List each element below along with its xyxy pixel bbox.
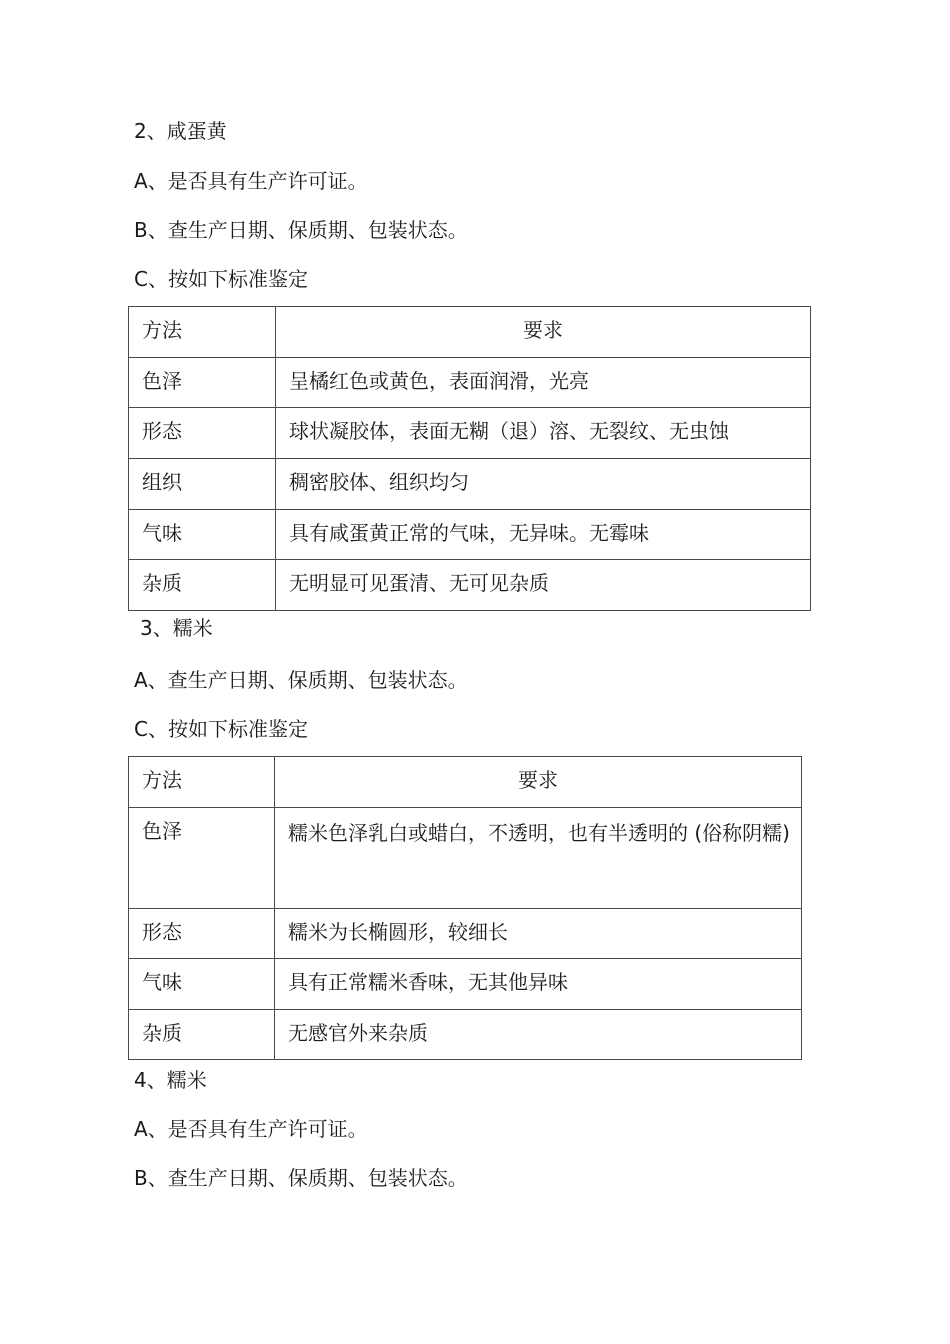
- section-4-item-a: A、是否具有生产许可证。: [134, 1117, 368, 1141]
- section-4-title: 4、糯米: [134, 1068, 207, 1092]
- method-cell: 杂质: [129, 560, 276, 611]
- table-row: [129, 1010, 802, 1060]
- salted-egg-yolk-standards-table: [128, 306, 811, 611]
- requirement-cell: 呈橘红色或黄色，表面润滑，光亮: [276, 358, 811, 408]
- section-2-item-c: C、按如下标准鉴定: [134, 267, 308, 291]
- section-2-title: 2、咸蛋黄: [134, 119, 227, 143]
- requirement-cell: 具有咸蛋黄正常的气味，无异味。无霉味: [276, 510, 811, 560]
- section-3-item-a: A、查生产日期、保质期、包装状态。: [134, 668, 468, 692]
- method-cell: 色泽: [129, 808, 275, 909]
- section-4-item-b: B、查生产日期、保质期、包装状态。: [134, 1166, 468, 1190]
- table-row: [129, 959, 802, 1010]
- glutinous-rice-standards-table: [128, 756, 802, 1060]
- section-2-item-a: A、是否具有生产许可证。: [134, 169, 368, 193]
- header-method: 方法: [129, 307, 276, 358]
- requirement-cell: 具有正常糯米香味，无其他异味: [275, 959, 802, 1010]
- method-cell: 气味: [129, 959, 275, 1010]
- section-3-item-c: C、按如下标准鉴定: [134, 717, 308, 741]
- header-requirement: 要求: [275, 757, 802, 808]
- table-row: [129, 408, 811, 459]
- section-3-title: 3、糯米: [140, 616, 213, 640]
- requirement-cell: 糯米色泽乳白或蜡白，不透明，也有半透明的 (俗称阴糯): [275, 808, 802, 909]
- table-header-row: [129, 307, 811, 358]
- table-header-row: [129, 757, 802, 808]
- method-cell: 气味: [129, 510, 276, 560]
- table-row: [129, 358, 811, 408]
- requirement-cell: 无明显可见蛋清、无可见杂质: [276, 560, 811, 611]
- method-cell: 杂质: [129, 1010, 275, 1060]
- method-cell: 形态: [129, 408, 276, 459]
- method-cell: 组织: [129, 459, 276, 510]
- section-2-item-b: B、查生产日期、保质期、包装状态。: [134, 218, 468, 242]
- method-cell: 形态: [129, 909, 275, 959]
- requirement-cell: 糯米为长椭圆形，较细长: [275, 909, 802, 959]
- method-cell: 色泽: [129, 358, 276, 408]
- requirement-cell: 球状凝胶体，表面无糊（退）溶、无裂纹、无虫蚀: [276, 408, 811, 459]
- header-method: 方法: [129, 757, 275, 808]
- requirement-cell: 稠密胶体、组织均匀: [276, 459, 811, 510]
- table-row: [129, 510, 811, 560]
- table-row: [129, 909, 802, 959]
- table-row: [129, 459, 811, 510]
- requirement-cell: 无感官外来杂质: [275, 1010, 802, 1060]
- table-row: [129, 808, 802, 909]
- header-requirement: 要求: [276, 307, 811, 358]
- table-row: [129, 560, 811, 611]
